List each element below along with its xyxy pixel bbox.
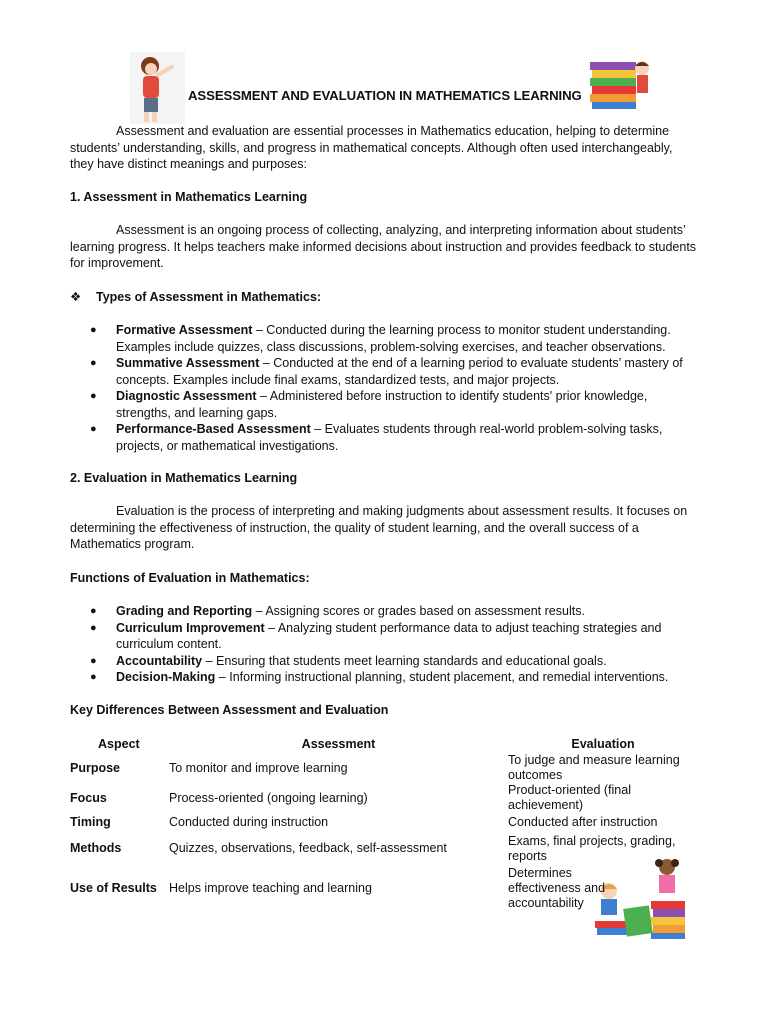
table-row: Timing Conducted during instruction Conducted after instruction — [70, 814, 658, 829]
section1-heading: 1. Assessment in Mathematics Learning — [70, 190, 308, 204]
column-header: Evaluation — [571, 737, 635, 751]
bullet-icon: ● — [90, 671, 97, 683]
bullet-icon: ● — [90, 357, 97, 369]
document-title: ASSESSMENT AND EVALUATION IN MATHEMATICS LEARNING — [188, 88, 582, 103]
table-row: Use of Results Helps improve teaching and learning Determines effectiveness and accountability — [70, 866, 606, 910]
section1-body: Assessment is an ongoing process of collecting, analyzing, and interpreting information about students’ learning progress. It helps teachers make informed decisions about instruction and provides feedback to students for improvement. — [70, 223, 697, 270]
list-item: ● Summative Assessment – Conducted at the end of a learning period to evaluate students’ mastery of concepts. Examples include final exams, standardized tests, and major projects. — [90, 356, 683, 387]
table-row: Methods Quizzes, observations, feedback, self-assessment Exams, final projects, grading, reports — [70, 833, 676, 863]
differences-heading: Key Differences Between Assessment and Evaluation — [70, 703, 389, 717]
types-heading: Types of Assessment in Mathematics: — [96, 290, 322, 304]
bullet-icon: ● — [90, 654, 97, 667]
differences-table — [70, 735, 698, 911]
list-item: ● Decision-Making – Informing instructional planning, student placement, and remedial interventions. — [90, 670, 669, 684]
bullet-icon: ● — [90, 390, 97, 402]
list-item: ● Grading and Reporting – Assigning scores or grades based on assessment results. — [90, 604, 585, 618]
list-item: ● Diagnostic Assessment – Administered before instruction to identify students' prior knowledge, strengths, and learning gaps. — [90, 389, 648, 420]
column-header: Assessment — [301, 737, 376, 751]
list-item: ● Curriculum Improvement – Analyzing student performance data to adjust teaching strategies and curriculum content. — [90, 620, 662, 651]
bullet-icon: ● — [90, 423, 97, 435]
table-row: Purpose To monitor and improve learning To judge and measure learning outcomes — [70, 753, 680, 782]
bullet-icon: ● — [90, 605, 97, 617]
diamond-bullet-icon: ❖ — [70, 290, 82, 304]
evaluation-functions-list — [70, 603, 698, 686]
intro-paragraph: Assessment and evaluation are essential processes in Mathematics education, helping to determine students’ understanding, skills, and progress in mathematical concepts. Although often used interchangeably, they have distinct meanings and purposes: — [70, 124, 673, 171]
section2-heading: 2. Evaluation in Mathematics Learning — [70, 471, 298, 485]
bullet-icon: ● — [90, 324, 97, 336]
bullet-icon: ● — [90, 621, 97, 634]
table-row: Focus Process-oriented (ongoing learning) Product-oriented (final achievement) — [70, 783, 631, 812]
functions-heading: Functions of Evaluation in Mathematics: — [70, 571, 310, 585]
assessment-types-list — [70, 322, 698, 454]
section2-body: Evaluation is the process of interpreting and making judgments about assessment results. It focuses on determining the effectiveness of instruction, the quality of student learning, and the overall success of a Mathematics program. — [70, 504, 688, 551]
list-item: ● Accountability – Ensuring that students meet learning standards and educational goals. — [90, 653, 607, 668]
list-item: ● Formative Assessment – Conducted during the learning process to monitor student understanding. Examples include quizzes, class discussions, problem-solving exercises, and teacher observations. — [90, 323, 671, 354]
column-header: Aspect — [98, 737, 140, 751]
list-item: ● Performance-Based Assessment – Evaluates students through real-world problem-solving tasks, projects, or mathematical investigations. — [90, 422, 663, 453]
